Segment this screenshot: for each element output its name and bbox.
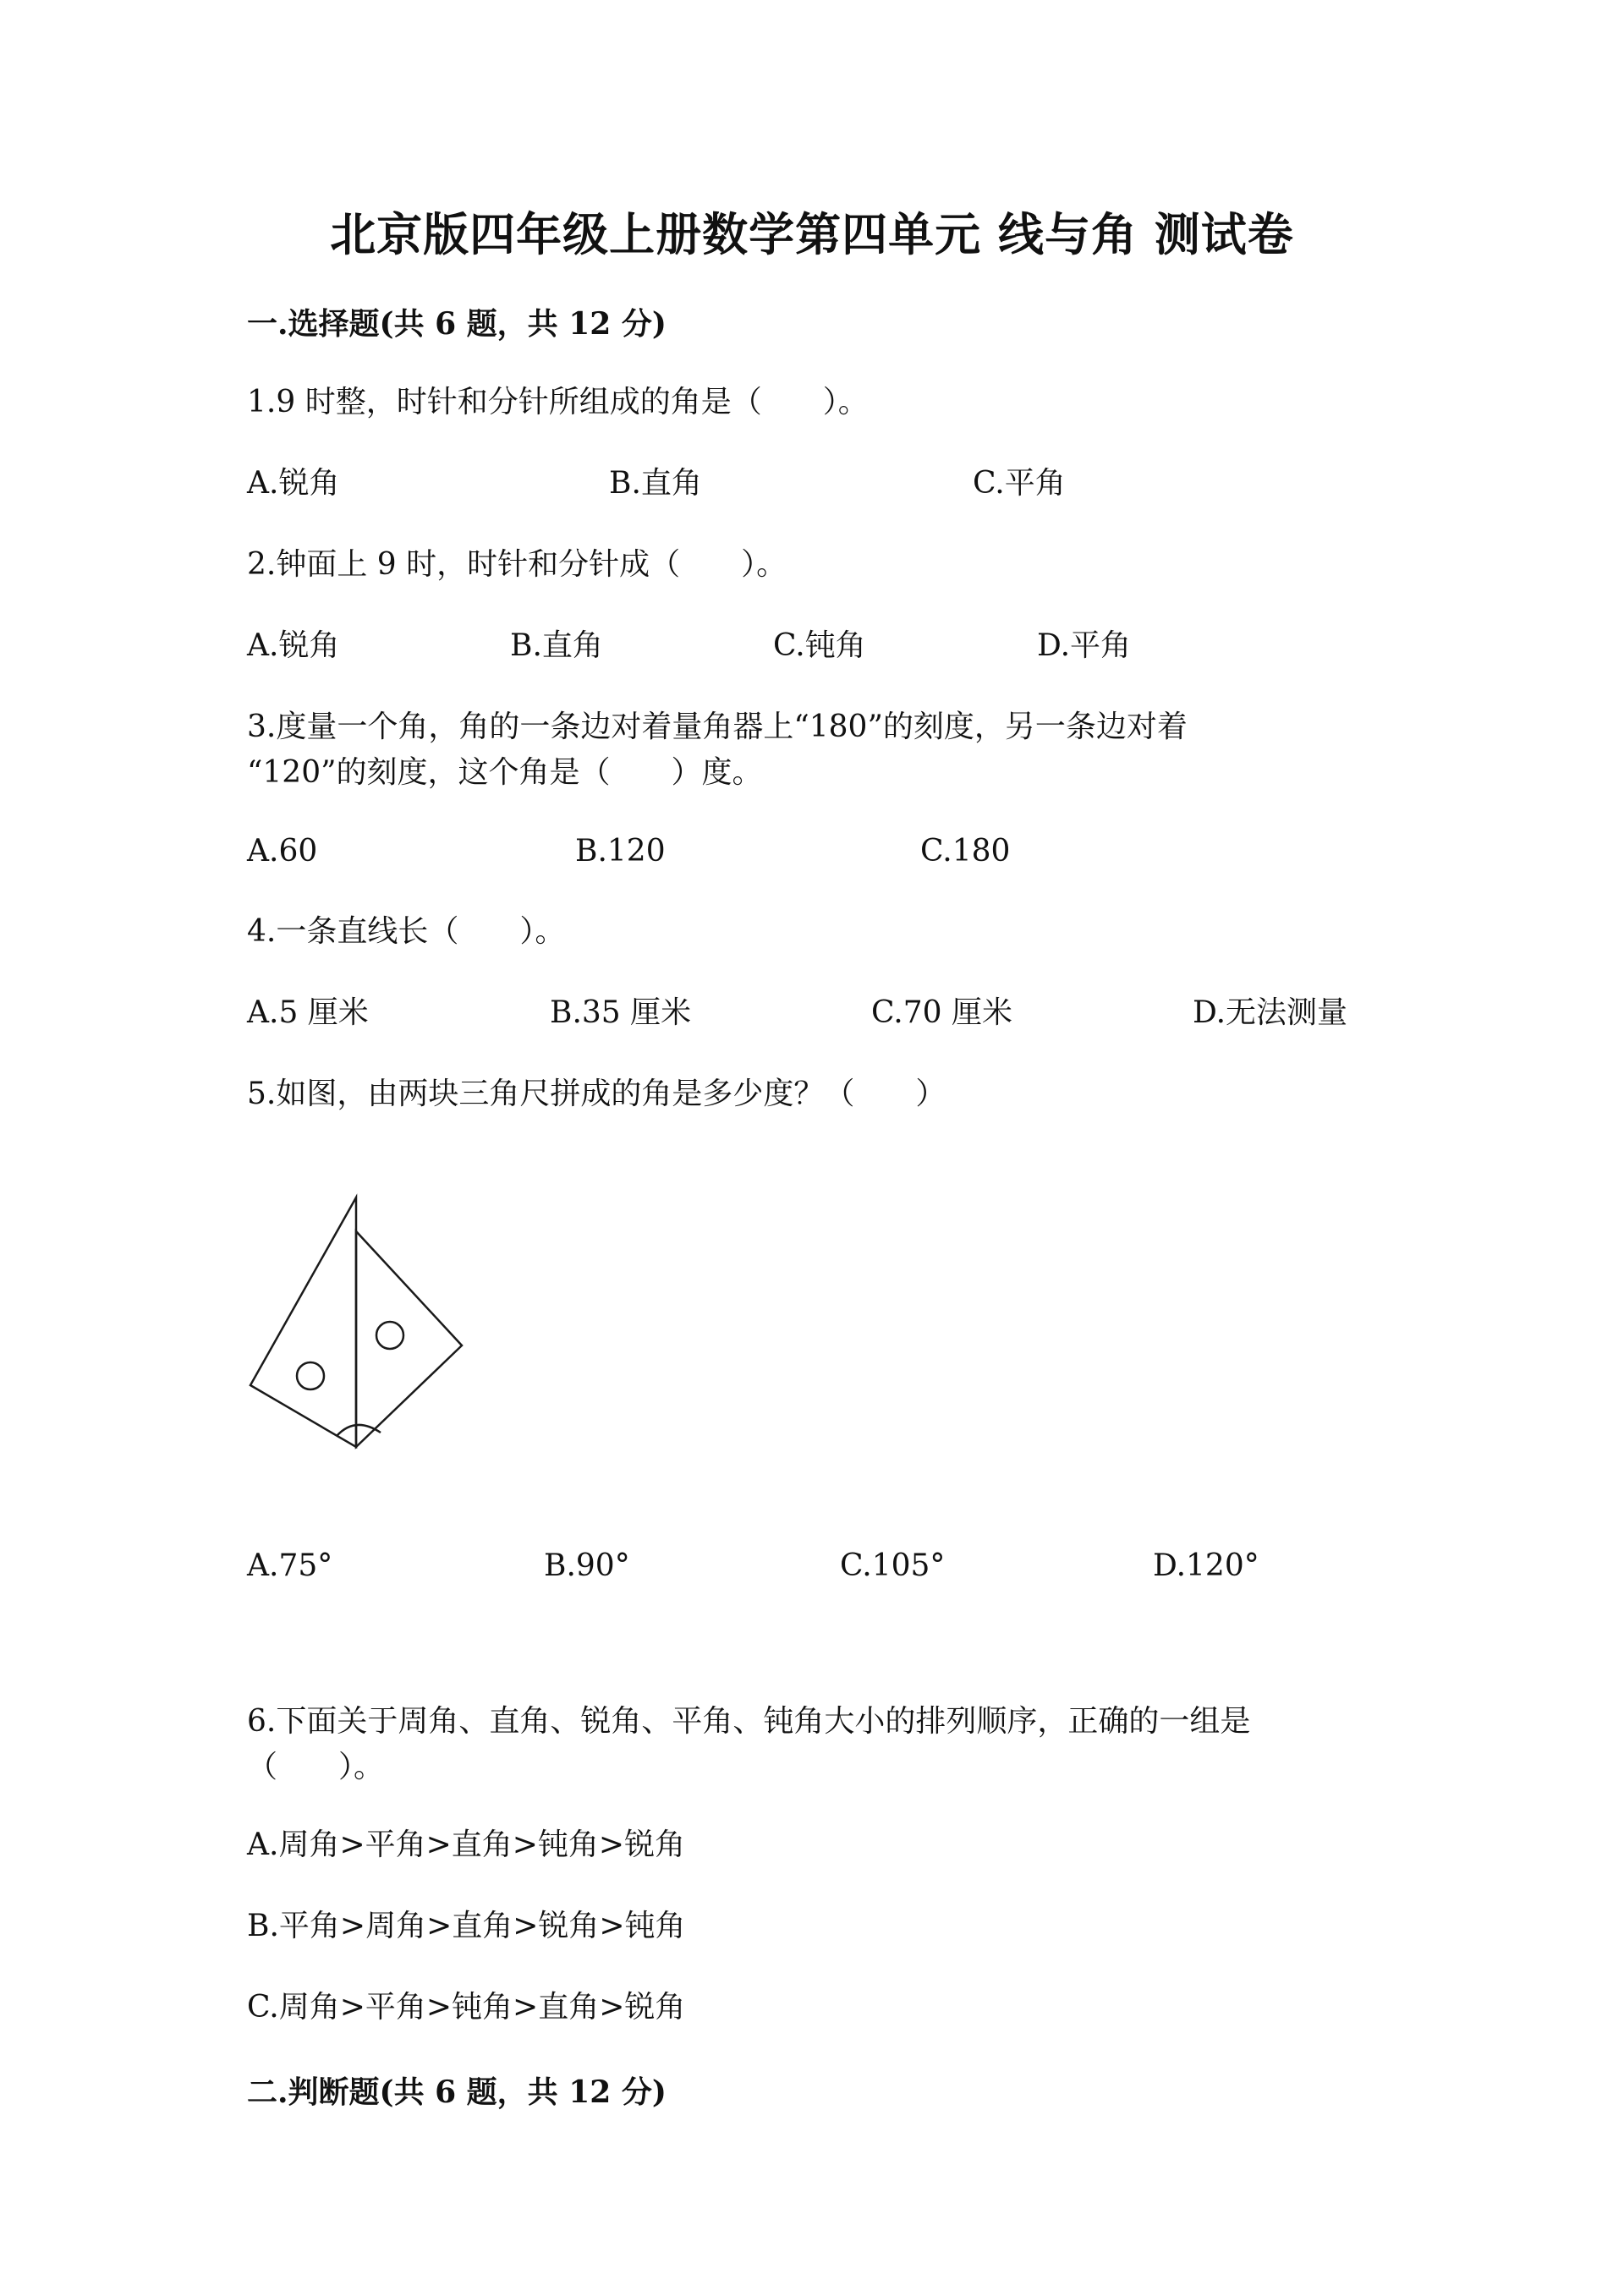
set-square-left xyxy=(250,1197,356,1447)
question-3-stem-line-1: 3.度量一个角，角的一条边对着量角器上“180”的刻度，另一条边对着 xyxy=(247,710,1188,744)
page-title: 北京版四年级上册数学第四单元 线与角 测试卷 xyxy=(330,207,1294,261)
question-2-option-a: A.锐角 xyxy=(247,628,340,663)
question-1-option-b: B.直角 xyxy=(609,466,702,501)
question-3-option-c: C.180 xyxy=(920,834,1011,869)
question-1-stem: 1.9 时整，时针和分针所组成的角是（ ）。 xyxy=(247,385,869,419)
section-heading-choice: 一.选择题(共 6 题，共 12 分) xyxy=(247,306,667,342)
set-square-left-hole xyxy=(297,1362,324,1389)
question-5-option-a: A.75° xyxy=(247,1548,333,1583)
question-6-option-a: A.周角>平角>直角>钝角>锐角 xyxy=(247,1827,686,1862)
question-5-option-c: C.105° xyxy=(840,1548,946,1583)
question-1-option-a: A.锐角 xyxy=(247,466,340,501)
question-4-option-c: C.70 厘米 xyxy=(871,995,1012,1030)
question-3-option-a: A.60 xyxy=(247,834,318,869)
question-6-stem-line-2: （ ）。 xyxy=(247,1750,385,1784)
question-5-option-b: B.90° xyxy=(544,1548,630,1583)
question-6-stem-line-1: 6.下面关于周角、直角、锐角、平角、钝角大小的排列顺序，正确的一组是 xyxy=(247,1704,1251,1739)
question-5-stem: 5.如图，由两块三角尺拼成的角是多少度？（ ） xyxy=(247,1077,946,1111)
question-6-option-b: B.平角>周角>直角>锐角>钝角 xyxy=(247,1909,686,1943)
set-square-right-hole xyxy=(376,1322,403,1349)
set-square-right xyxy=(356,1231,462,1447)
question-5-option-d: D.120° xyxy=(1153,1548,1259,1583)
question-1-option-c: C.平角 xyxy=(973,466,1066,501)
section-heading-judgement: 二.判断题(共 6 题，共 12 分) xyxy=(247,2074,667,2110)
question-2-stem: 2.钟面上 9 时，时针和分针成（ ）。 xyxy=(247,547,787,582)
question-4-option-d: D.无法测量 xyxy=(1193,995,1348,1030)
question-3-option-b: B.120 xyxy=(575,834,666,869)
triangle-rulers-figure xyxy=(244,1191,472,1470)
question-4-option-b: B.35 厘米 xyxy=(550,995,692,1030)
question-4-option-a: A.5 厘米 xyxy=(247,995,369,1030)
question-6-option-c: C.周角>平角>钝角>直角>锐角 xyxy=(247,1990,686,2025)
question-2-option-c: C.钝角 xyxy=(773,628,866,663)
question-3-stem-line-2: “120”的刻度，这个角是（ ）度。 xyxy=(247,755,763,790)
question-2-option-b: B.直角 xyxy=(510,628,603,663)
question-2-option-d: D.平角 xyxy=(1037,628,1132,663)
question-4-stem: 4.一条直线长（ ）。 xyxy=(247,914,566,949)
